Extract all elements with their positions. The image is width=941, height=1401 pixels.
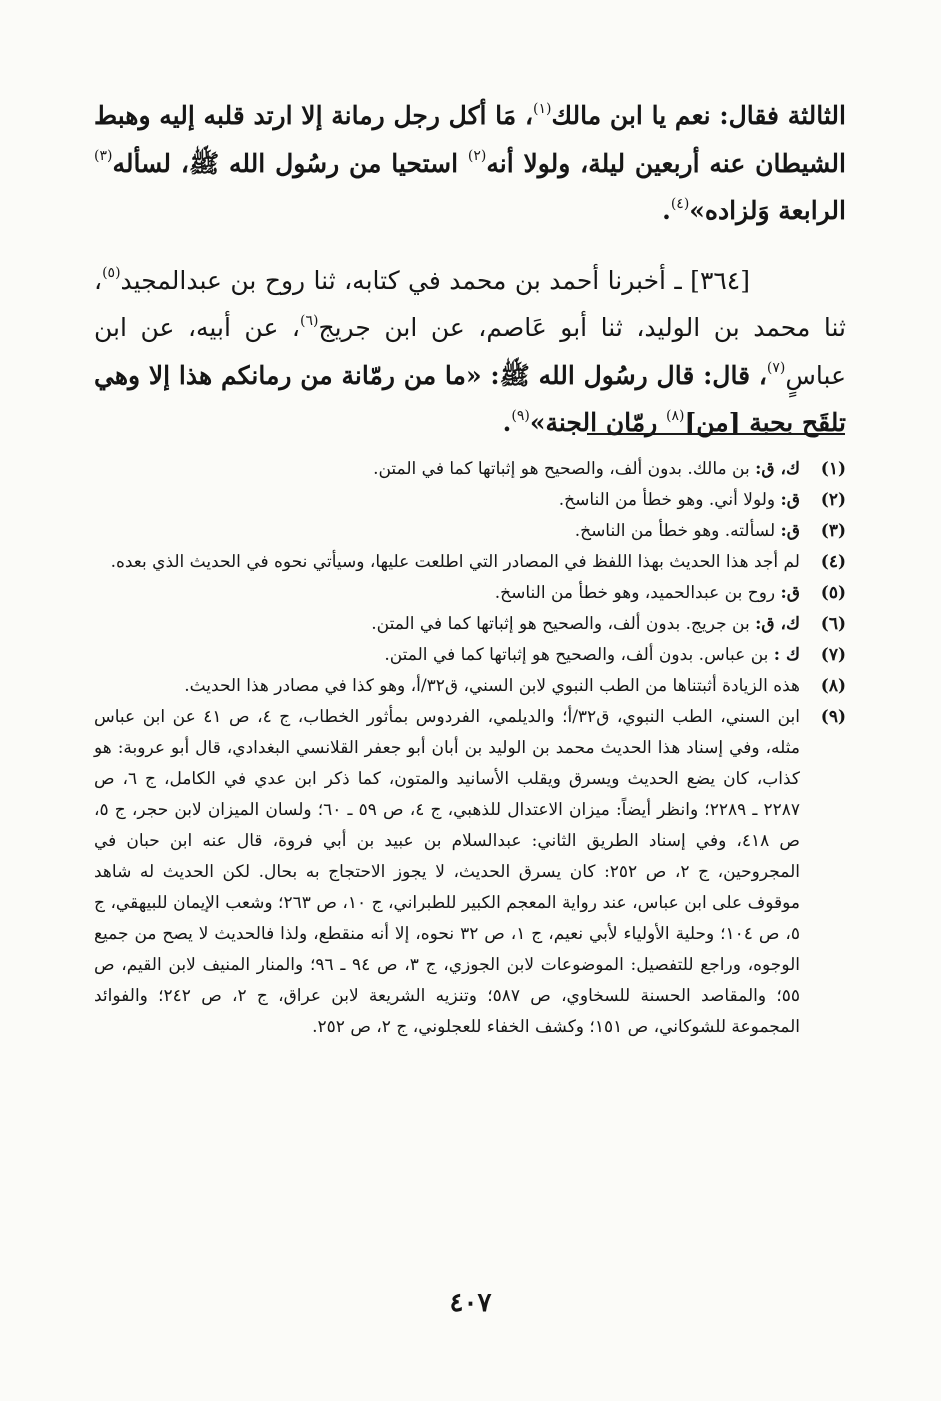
footnote-number: (٢) bbox=[820, 490, 846, 510]
footnote-item bbox=[94, 485, 846, 516]
bold-text: استحيا من رسُول الله ﷺ، لسأله bbox=[112, 148, 468, 178]
footnote-ref-5: (٥) bbox=[102, 265, 121, 282]
footnote-ref-2: (٢) bbox=[467, 148, 487, 165]
footnote-text bbox=[94, 516, 800, 547]
footnote-text bbox=[94, 640, 800, 671]
footnote-body: بن جريج. بدون ألف، والصحيح هو إثباتها كما في المتن. bbox=[371, 614, 756, 634]
main-text bbox=[94, 92, 846, 447]
footnote-item bbox=[94, 516, 846, 547]
footnote-item bbox=[94, 578, 846, 609]
manuscript-label: ك، ق: bbox=[755, 614, 800, 634]
footnote-number: (٩) bbox=[820, 707, 846, 727]
footnote-number: (٦) bbox=[820, 614, 846, 634]
matn-text: ، قال: قال رسُول الله ﷺ: «ما من رمّانة من رمانكم هذا إلا وهي تلقَح بحبة [من] bbox=[94, 360, 846, 437]
footnote-separator bbox=[587, 433, 845, 435]
footnote-body: بن مالك. بدون ألف، والصحيح هو إثباتها كما في المتن. bbox=[373, 459, 756, 479]
footnote-text bbox=[94, 702, 800, 1043]
manuscript-label: ك، ق: bbox=[755, 459, 800, 479]
footnote-number: (٨) bbox=[820, 676, 846, 696]
footnote-body: بن عباس. بدون ألف، والصحيح هو إثباتها كما في المتن. bbox=[384, 645, 774, 665]
manuscript-label: ق: bbox=[780, 583, 800, 603]
footnote-ref-3: (٣) bbox=[94, 148, 113, 165]
footnote-body: لسألته. وهو خطأ من الناسخ. bbox=[574, 521, 781, 541]
footnote-item bbox=[94, 640, 846, 671]
bold-text: ، مَا أكل رجل رمانة إلا ارتد قلبه إليه وهبط الشيطان عنه أربعين ليلة، ولولا أنه bbox=[94, 101, 846, 178]
bold-text: الرابعة وَلزاده» bbox=[689, 196, 846, 225]
footnote-number: (٣) bbox=[820, 521, 846, 541]
footnote-ref-7: (٧) bbox=[766, 360, 786, 377]
isnad-text: [٣٦٤] ـ أخبرنا أحمد بن محمد في كتابه، ثنا روح بن عبدالمجيد bbox=[120, 265, 750, 295]
footnote-item bbox=[94, 454, 846, 485]
paragraph-hadith-364 bbox=[94, 257, 846, 447]
footnote-item bbox=[94, 609, 846, 640]
punctuation: . bbox=[662, 196, 671, 225]
footnote-body: ولولا أني. وهو خطأ من الناسخ. bbox=[558, 490, 781, 510]
footnote-text bbox=[94, 609, 800, 640]
paragraph-hadith-end bbox=[94, 92, 846, 235]
page-number: ٤٠٧ bbox=[449, 1288, 492, 1318]
footnote-body: لم أجد هذا الحديث بهذا اللفظ في المصادر التي اطلعت عليها، وسيأتي نحوه في الحديث الذي بعده. bbox=[110, 552, 800, 572]
footnote-body: هذه الزيادة أثبتناها من الطب النبوي لابن السني، ق٣٢/أ، وهو كذا في مصادر هذا الحديث. bbox=[184, 676, 800, 696]
isnad-text: ، ثنا محمد بن الوليد، ثنا أبو عَاصم، عن ابن جريج bbox=[94, 265, 846, 342]
footnote-item bbox=[94, 702, 846, 1043]
footnote-text bbox=[94, 578, 800, 609]
manuscript-label: ك : bbox=[773, 645, 800, 665]
footnote-text bbox=[94, 485, 800, 516]
footnote-number: (٧) bbox=[820, 645, 846, 665]
footnote-text bbox=[94, 671, 800, 702]
bold-text: الثالثة فقال: نعم يا ابن مالك bbox=[551, 101, 846, 130]
matn-text: رمّان الجنة» bbox=[529, 408, 666, 437]
punctuation: . bbox=[502, 408, 512, 437]
footnote-ref-4: (٤) bbox=[670, 195, 690, 212]
footnote-ref-6: (٦) bbox=[299, 312, 319, 329]
footnote-text bbox=[94, 454, 800, 485]
footnote-number: (٤) bbox=[820, 552, 846, 572]
manuscript-label: ق: bbox=[780, 521, 800, 541]
footnote-ref-9: (٩) bbox=[511, 407, 530, 424]
footnote-number: (١) bbox=[820, 459, 846, 479]
footnote-body: ابن السني، الطب النبوي، ق٣٢/أ؛ والديلمي، الفردوس بمأثور الخطاب، ج ٤، ص ٤١ عن ابن عباس مثله، وفي إسناد هذا الحديث محمد بن الوليد بن أبان أبو جعفر القلانسي البغدادي، قال أبو عروبة: هو كذاب، كان يضع الحديث ويسرق ويقلب الأسانيد والمتون، كما ذكر ابن عدي في الكامل، ج ٦، ص ٢٢٨٧ ـ ٢٢٨٩؛ وانظر أيضاً: ميزان الاعتدال للذهبي، ج ٤، ص ٥٩ ـ ٦٠؛ ولسان الميزان لابن حجر، ج ٥، ص ٤١٨، وفي إسناد الطريق الثاني: عبدالسلام بن عبيد بن أبي فروة، قال عنه ابن حبان في المجروحين، ج ٢، ص ٢٥٢: كان يسرق الحديث، لا يجوز الاحتجاج به بحال. لكن الحديث له شاهد موقوف على ابن عباس، عند رواية المعجم الكبير للطبراني، ج ١٠، ص ٢٦٣؛ وشعب الإيمان للبيهقي، ج ٥، ص ١٠٤؛ وحلية الأولياء لأبي نعيم، ج ١، ص ٣٢ نحوه، إلا أنه منقطع، ولذا فالحديث لا يصح من جميع الوجوه، وراجع للتفصيل: الموضوعات لابن الجوزي، ج ٣، ص ٩٤ ـ ٩٦؛ والمنار المنيف لابن القيم، ص ٥٥؛ والمقاصد الحسنة للسخاوي، ص ٥٨٧؛ وتنزيه الشريعة لابن عراق، ج ٢، ص ٢٤٢؛ والفوائد المجموعة للشوكاني، ص ١٥١؛ وكشف الخفاء للعجلوني، ج ٢، ص ٢٥٢. bbox=[94, 707, 801, 1037]
footnote-item bbox=[94, 671, 846, 702]
footnote-ref-8: (٨) bbox=[665, 407, 685, 424]
footnote-item bbox=[94, 547, 846, 578]
footnote-number: (٥) bbox=[820, 583, 846, 603]
footnote-body: روح بن عبدالحميد، وهو خطأ من الناسخ. bbox=[494, 583, 781, 603]
footnotes-list bbox=[94, 454, 846, 1043]
footnote-ref-1: (١) bbox=[533, 100, 552, 117]
manuscript-label: ق: bbox=[780, 490, 800, 510]
footnote-text bbox=[94, 547, 800, 578]
isnad-text: ، عن أبيه، عن ابن عباسٍ bbox=[94, 313, 846, 390]
